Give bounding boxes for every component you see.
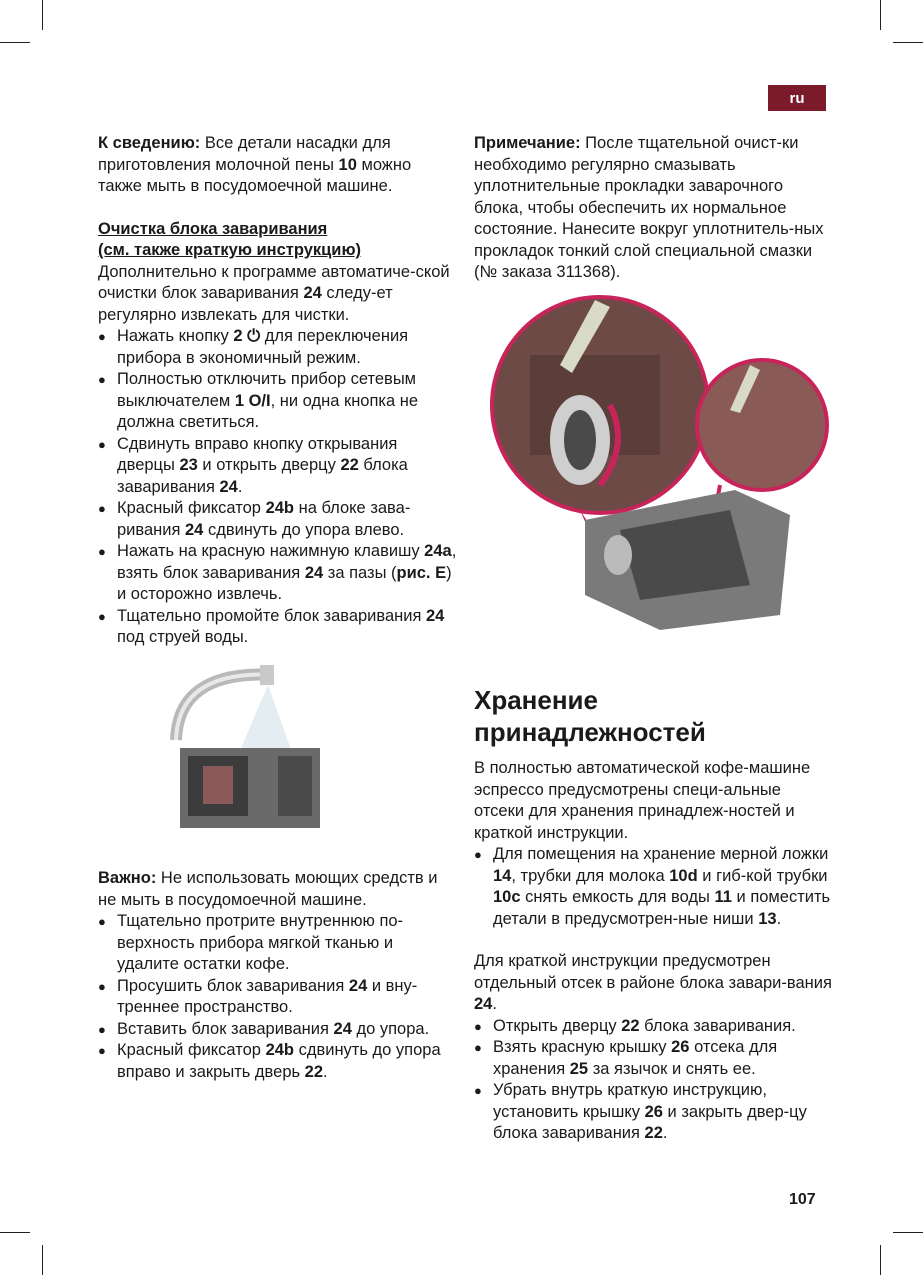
crop-mark bbox=[42, 0, 43, 30]
crop-mark bbox=[0, 1232, 30, 1233]
list-item: ● Просушить блок заваривания 24 и вну-треннее пространство. bbox=[98, 976, 458, 1019]
rinse-illustration bbox=[168, 660, 358, 850]
cleaning-steps bbox=[98, 326, 458, 649]
language-badge: ru bbox=[768, 85, 826, 111]
list-item: ● Красный фиксатор 24b на блоке зава-ривания 24 сдвинуть до упора влево. bbox=[98, 498, 458, 541]
left-column bbox=[98, 133, 458, 649]
list-item: ● Открыть дверцу 22 блока заваривания. bbox=[474, 1016, 834, 1038]
crop-mark bbox=[880, 0, 881, 30]
crop-mark bbox=[42, 1245, 43, 1275]
right-column bbox=[474, 133, 834, 284]
page-number: 107 bbox=[789, 1191, 816, 1208]
info-note bbox=[98, 133, 458, 198]
list-item: ● Вставить блок заваривания 24 до упора. bbox=[98, 1019, 458, 1041]
short-guide-steps bbox=[474, 1016, 834, 1145]
lubrication-illustration bbox=[490, 295, 830, 635]
storage-intro: В полностью автоматической кофе-машине эспрессо предусмотрены специ-альные отсеки для хранения принадлеж-ностей и краткой инструкции. bbox=[474, 759, 811, 842]
page-title: Хранение принадлежностей bbox=[474, 685, 706, 747]
list-item: ● Сдвинуть вправо кнопку открывания дверцы 23 и открыть дверцу 22 блока заваривания 24. bbox=[98, 434, 458, 499]
list-item: ● Полностью отключить прибор сетевым выключателем 1 O/I, ни одна кнопка не должна светиться. bbox=[98, 369, 458, 434]
remark-note: Примечание: После тщательной очист-ки необходимо регулярно смазывать уплотнительные прокладки заварочного блока, чтобы обеспечить их нормальное состояние. Нанесите вокруг уплотнитель-ных прокладок тонкий слой специальной смазки (№ заказа 311368). bbox=[474, 134, 824, 281]
ref-number: 10 bbox=[338, 155, 357, 174]
section-subtitle: (см. также краткую инструкцию) bbox=[98, 241, 362, 259]
left-lower-column bbox=[98, 868, 458, 1083]
list-item: ● Тщательно протрите внутреннюю по-верхность прибора мягкой тканью и удалите остатки кофе. bbox=[98, 911, 458, 976]
list-item: ● Красный фиксатор 24b сдвинуть до упора вправо и закрыть дверь 22. bbox=[98, 1040, 458, 1083]
list-item: ● Для помещения на хранение мерной ложки 14, трубки для молока 10d и гиб-кой трубки 10c снять емкость для воды 11 и поместить детали в предусмотрен-ные ниши 13. bbox=[474, 844, 834, 930]
section-title: Очистка блока заваривания bbox=[98, 219, 328, 238]
storage-steps bbox=[474, 844, 834, 930]
drying-steps bbox=[98, 911, 458, 1083]
intro-text: Дополнительно к программе автоматиче-ской очистки блок заваривания 24 следу-ет регулярно извлекать для чистки. bbox=[98, 262, 450, 324]
crop-mark bbox=[893, 42, 923, 43]
list-item: ● Нажать на красную нажимную клавишу 24a, взять блок заваривания 24 за пазы (рис. E) и осторожно извлечь. bbox=[98, 541, 458, 606]
note-label: К сведению: bbox=[98, 134, 201, 152]
crop-mark bbox=[893, 1232, 923, 1233]
list-item: ● Нажать кнопку 2 ⏻ для переключения прибора в экономичный режим. bbox=[98, 326, 458, 369]
storage-section bbox=[474, 684, 834, 1145]
note-text: можно также мыть в посудомоечной машине. bbox=[98, 155, 412, 195]
note-text: Все детали насадки для приготовления молочной пены bbox=[98, 134, 391, 174]
short-guide-text: Для краткой инструкции предусмотрен отдельный отсек в районе блока завари-вания 24. bbox=[474, 952, 832, 1013]
crop-mark bbox=[880, 1245, 881, 1275]
list-item: ● Взять красную крышку 26 отсека для хранения 25 за язычок и снять ее. bbox=[474, 1037, 834, 1080]
warning-note: Важно: Не использовать моющих средств и не мыть в посудомоечной машине. bbox=[98, 869, 438, 909]
crop-mark bbox=[0, 42, 30, 43]
list-item: ● Тщательно промойте блок заваривания 24 под струей воды. bbox=[98, 606, 458, 649]
list-item: ● Убрать внутрь краткую инструкцию, установить крышку 26 и закрыть двер-цу блока заваривания 22. bbox=[474, 1080, 834, 1145]
